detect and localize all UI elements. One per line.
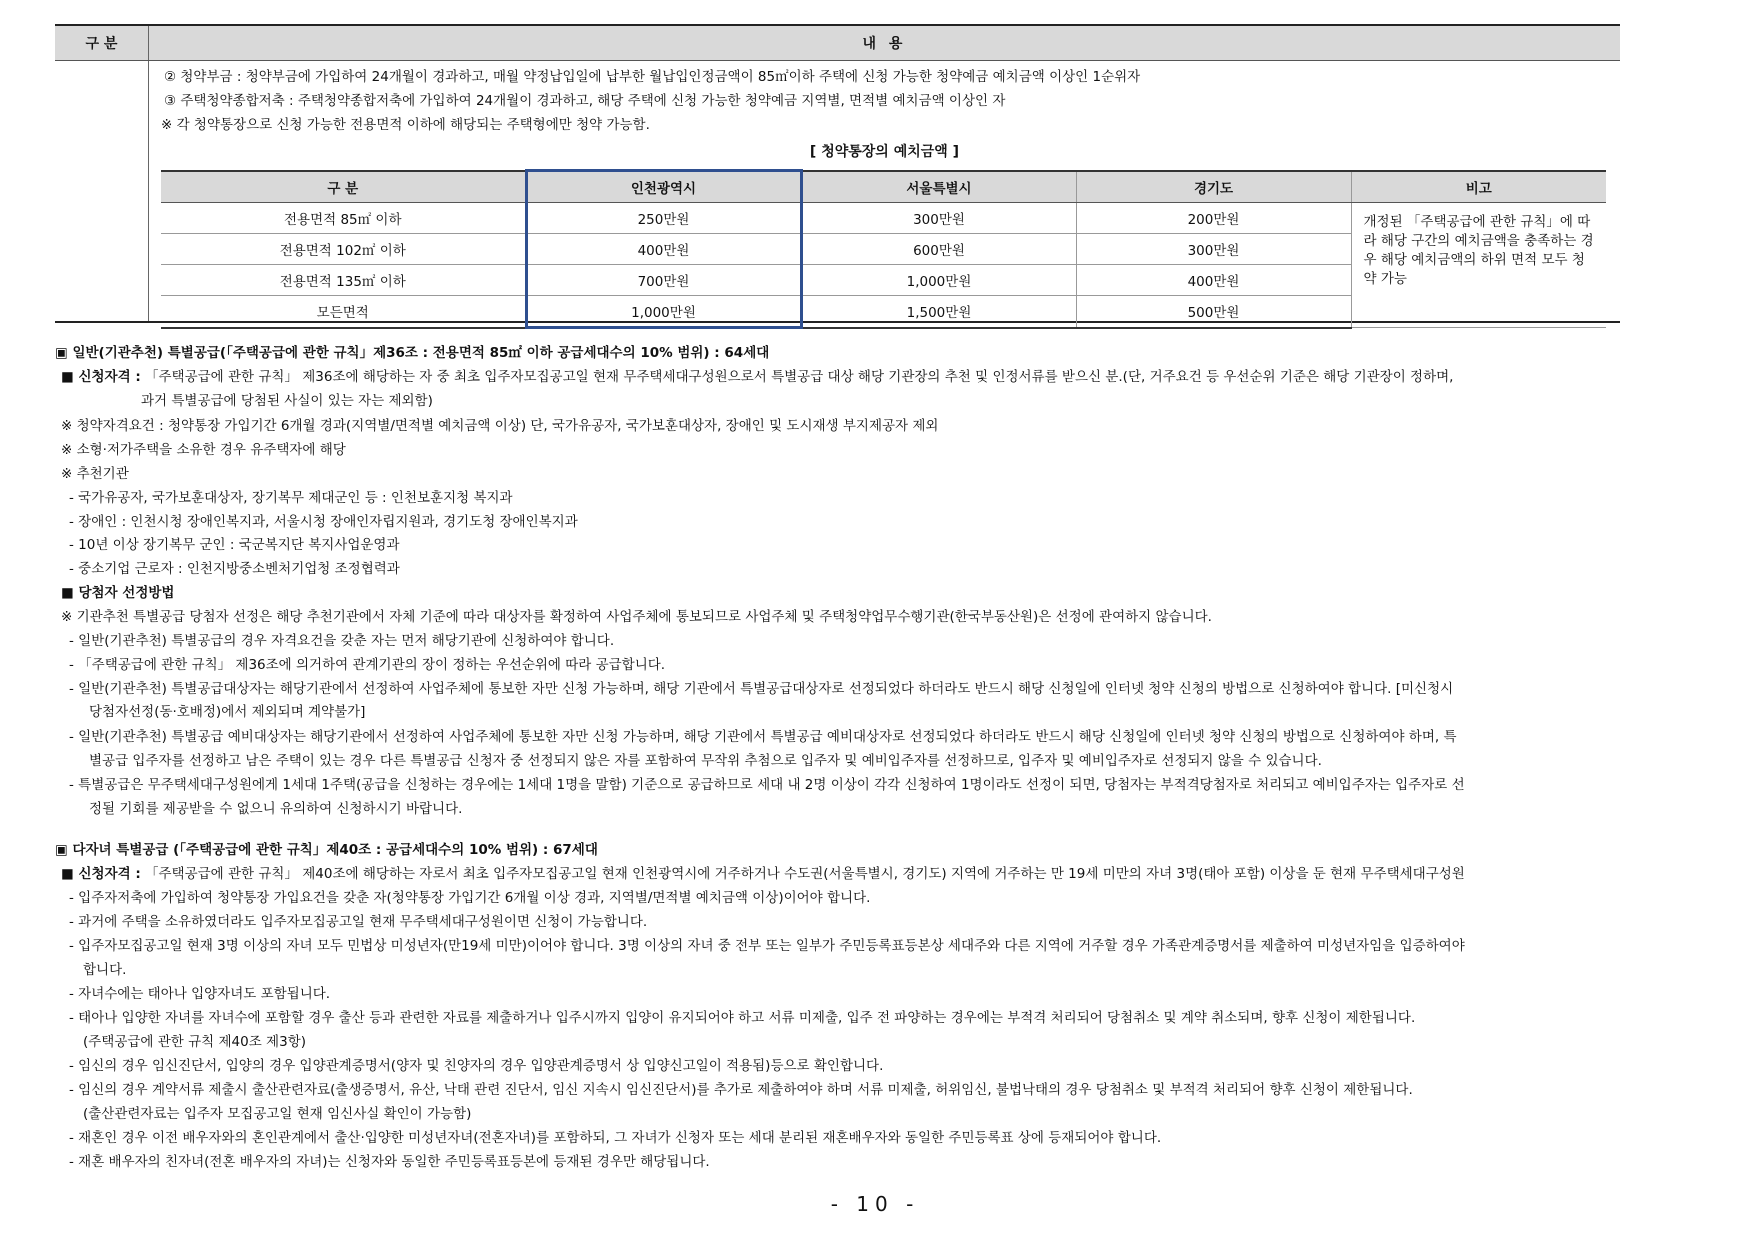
row-area: 모든면적 bbox=[161, 296, 526, 328]
requirement-line: - 임신의 경우 계약서류 제출시 출산관련자료(출생증명서, 유산, 낙태 관련 진단서, 임신 지속시 임신진단서)를 추가로 제출하여야 하며 서류 미제출, 허위임신, 불법낙태의 경우 당첨취소 및 부적격 처리되어 향후 신청이 제한됩니다. bbox=[69, 1082, 1413, 1098]
cell-incheon: 700만원 bbox=[526, 265, 801, 296]
deposit-rule-line: ② 청약부금 : 청약부금에 가입하여 24개월이 경과하고, 매월 약정납입일에 납부한 월납입인정금액이 85㎡이하 주택에 신청 가능한 청약예금 예치금액 이상인 1순위자 bbox=[164, 69, 1141, 85]
header-category: 구 분 bbox=[161, 171, 526, 203]
selection-line: 별공급 입주자를 선정하고 남은 주택이 있는 경우 다른 특별공급 신청자 중 선정되지 않은 자를 포함하여 무작위 추첨으로 입주자 및 예비입주자를 선정하므로, 입주자 및 예비입주자로 선정되지 않을 수 있습니다. bbox=[89, 753, 1322, 769]
requirement-line: - 임신의 경우 임신진단서, 입양의 경우 입양관계증명서(양자 및 친양자의 경우 입양관계증명서 상 입양신고일이 적용됨)등으로 확인합니다. bbox=[69, 1058, 884, 1074]
col-header-content: 내 용 bbox=[862, 36, 907, 52]
qualification-label: ■ 신청자격 : bbox=[61, 866, 141, 882]
category-cell bbox=[55, 61, 149, 321]
selection-line: ※ 기관추천 특별공급 당첨자 선정은 해당 추천기관에서 자체 기준에 따라 대상자를 확정하여 사업주체에 통보되므로 사업주체 및 주택청약업무수행기관(한국부동산원)은 선정에 관여하지 않습니다. bbox=[61, 609, 1212, 625]
section-title-institution: ▣ 일반(기관추천) 특별공급(「주택공급에 관한 규칙」제36조 : 전용면적 85㎡ 이하 공급세대수의 10% 범위) : 64세대 bbox=[55, 345, 770, 361]
requirement-line: (주택공급에 관한 규칙 제40조 제3항) bbox=[83, 1034, 306, 1050]
outer-table-header bbox=[55, 24, 1620, 61]
requirement-line: (출산관련자료는 입주자 모집공고일 현재 임신사실 확인이 가능함) bbox=[83, 1106, 472, 1122]
selection-label: ■ 당첨자 선정방법 bbox=[61, 585, 175, 601]
qualification-line bbox=[61, 368, 1453, 386]
row-area: 전용면적 135㎡ 이하 bbox=[161, 265, 526, 296]
requirement-line: - 과거에 주택을 소유하였더라도 입주자모집공고일 현재 무주택세대구성원이면 신청이 가능합니다. bbox=[69, 914, 648, 930]
selection-line: - 일반(기관추천) 특별공급의 경우 자격요건을 갖춘 자는 먼저 해당기관에 신청하여야 합니다. bbox=[69, 633, 615, 649]
note-line: ※ 추천기관 bbox=[61, 466, 129, 482]
selection-line: - 특별공급은 무주택세대구성원에게 1세대 1주택(공급을 신청하는 경우에는 1세대 1명을 말함) 기준으로 공급하므로 세대 내 2명 이상이 각각 신청하여 1명이라도 선정이 되면, 당첨자는 부적격당첨자로 처리되고 예비입주자는 입주자로 선 bbox=[69, 777, 1465, 793]
header-gyeonggi: 경기도 bbox=[1076, 171, 1351, 203]
header-incheon: 인천광역시 bbox=[526, 171, 801, 203]
requirement-line: 합니다. bbox=[83, 962, 127, 978]
cell-incheon: 1,000만원 bbox=[526, 296, 801, 328]
row-area: 전용면적 102㎡ 이하 bbox=[161, 234, 526, 265]
outer-table bbox=[55, 24, 1620, 323]
requirement-line: - 태아나 입양한 자녀를 자녀수에 포함할 경우 출산 등과 관련한 자료를 제출하거나 입주시까지 입양이 유지되어야 하고 서류 미제출, 입주 전 파양하는 경우에는 부적격 처리되어 당첨취소 및 계약 취소되며, 향후 신청이 제한됩니다. bbox=[69, 1010, 1416, 1026]
deposit-rule-note: ※ 각 청약통장으로 신청 가능한 전용면적 이하에 해당되는 주택형에만 청약 가능함. bbox=[161, 117, 650, 133]
selection-line: - 「주택공급에 관한 규칙」 제36조에 의거하여 관계기관의 장이 정하는 우선순위에 따라 공급합니다. bbox=[69, 657, 666, 673]
cell-seoul: 300만원 bbox=[801, 203, 1076, 234]
requirement-line: - 재혼 배우자의 친자녀(전혼 배우자의 자녀)는 신청자와 동일한 주민등록표등본에 등재된 경우만 해당됩니다. bbox=[69, 1154, 710, 1170]
qualification-text-cont: 과거 특별공급에 당첨된 사실이 있는 자는 제외함) bbox=[141, 393, 433, 409]
header-seoul: 서울특별시 bbox=[801, 171, 1076, 203]
requirement-line: - 입주자모집공고일 현재 3명 이상의 자녀 모두 민법상 미성년자(만19세 미만)이어야 합니다. 3명 이상의 자녀 중 전부 또는 일부가 주민등록표등본상 세대주와 다른 지역에 거주할 경우 가족관계증명서를 제출하여 미성년자임을 입증하여야 bbox=[69, 938, 1465, 954]
note-line: ※ 소형·저가주택을 소유한 경우 유주택자에 해당 bbox=[61, 442, 346, 458]
requirement-line: - 입주자저축에 가입하여 청약통장 가입요건을 갖춘 자(청약통장 가입기간 6개월 이상 경과, 지역별/면적별 예치금액 이상)이어야 합니다. bbox=[69, 890, 871, 906]
cell-incheon: 250만원 bbox=[526, 203, 801, 234]
requirement-line: - 재혼인 경우 이전 배우자와의 혼인관계에서 출산·입양한 미성년자녀(전혼자녀)를 포함하되, 그 자녀가 신청자 또는 세대 분리된 재혼배우자와 동일한 주민등록표 상에 등재되어야 합니다. bbox=[69, 1130, 1162, 1146]
selection-line: 당첨자선정(동·호배정)에서 제외되며 계약불가] bbox=[89, 704, 366, 720]
page-number: - 10 - bbox=[830, 1192, 920, 1216]
cell-gyeonggi: 200만원 bbox=[1076, 203, 1351, 234]
qualification-line bbox=[61, 865, 1465, 883]
selection-line: - 일반(기관추천) 특별공급대상자는 해당기관에서 선정하여 사업주체에 통보한 자만 신청 가능하며, 해당 기관에서 특별공급대상자로 선정되었다 하더라도 반드시 해당 신청일에 인터넷 청약 신청의 방법으로 신청하여야 합니다. [미신청시 bbox=[69, 681, 1454, 697]
header-note: 비고 bbox=[1351, 171, 1606, 203]
deposit-table bbox=[161, 169, 1606, 329]
content-cell bbox=[149, 61, 1620, 321]
deposit-table-title: [ 청약통장의 예치금액 ] bbox=[809, 144, 960, 160]
cell-incheon: 400만원 bbox=[526, 234, 801, 265]
cell-gyeonggi: 400만원 bbox=[1076, 265, 1351, 296]
requirement-line: - 자녀수에는 태아나 입양자녀도 포함됩니다. bbox=[69, 986, 331, 1002]
deposit-table-header-row bbox=[161, 171, 1606, 203]
section-title-multichild: ▣ 다자녀 특별공급 (「주택공급에 관한 규칙」제40조 : 공급세대수의 10% 범위) : 67세대 bbox=[55, 842, 598, 858]
agency-item: - 10년 이상 장기복무 군인 : 국군복지단 복지사업운영과 bbox=[69, 537, 400, 553]
note-cell: 개정된 「주택공급에 관한 규칙」에 따라 해당 구간의 예치금액을 충족하는 경우 해당 예치금액의 하위 면적 모두 청약 가능 bbox=[1351, 203, 1606, 328]
deposit-rule-line: ③ 주택청약종합저축 : 주택청약종합저축에 가입하여 24개월이 경과하고, 해당 주택에 신청 가능한 청약예금 지역별, 면적별 예치금액 이상인 자 bbox=[164, 93, 1006, 109]
row-area: 전용면적 85㎡ 이하 bbox=[161, 203, 526, 234]
agency-item: - 국가유공자, 국가보훈대상자, 장기복무 제대군인 등 : 인천보훈지청 복지과 bbox=[69, 490, 513, 506]
cell-seoul: 1,000만원 bbox=[801, 265, 1076, 296]
note-line: ※ 청약자격요건 : 청약통장 가입기간 6개월 경과(지역별/면적별 예치금액 이상) 단, 국가유공자, 국가보훈대상자, 장애인 및 도시재생 부지제공자 제외 bbox=[61, 418, 939, 434]
agency-item: - 장애인 : 인천시청 장애인복지과, 서울시청 장애인자립지원과, 경기도청 장애인복지과 bbox=[69, 514, 578, 530]
qualification-text: 「주택공급에 관한 규칙」 제36조에 해당하는 자 중 최초 입주자모집공고일 현재 무주택세대구성원으로서 특별공급 대상 해당 기관장의 추천 및 인정서류를 받으신 분.(단, 거주요건 등 우선순위 기준은 해당 기관장이 정하며, bbox=[145, 369, 1454, 385]
table-row bbox=[161, 203, 1606, 234]
selection-line: 정될 기회를 제공받을 수 없으니 유의하여 신청하시기 바랍니다. bbox=[89, 801, 463, 817]
col-header-category: 구 분 bbox=[55, 26, 149, 60]
qualification-label: ■ 신청자격 : bbox=[61, 369, 141, 385]
selection-line: - 일반(기관추천) 특별공급 예비대상자는 해당기관에서 선정하여 사업주체에 통보한 자만 신청 가능하며, 해당 기관에서 특별공급 예비대상자로 선정되었다 하더라도 반드시 해당 신청일에 인터넷 청약 신청의 방법으로 신청하여야 하며, 특 bbox=[69, 729, 1457, 745]
qualification-text: 「주택공급에 관한 규칙」 제40조에 해당하는 자로서 최초 입주자모집공고일 현재 인천광역시에 거주하거나 수도권(서울특별시, 경기도) 지역에 거주하는 만 19세 미만의 자녀 3명(태아 포함) 이상을 둔 현재 무주택세대구성원 bbox=[145, 866, 1465, 882]
cell-gyeonggi: 300만원 bbox=[1076, 234, 1351, 265]
cell-seoul: 1,500만원 bbox=[801, 296, 1076, 328]
cell-seoul: 600만원 bbox=[801, 234, 1076, 265]
agency-item: - 중소기업 근로자 : 인천지방중소벤처기업청 조정협력과 bbox=[69, 561, 400, 577]
cell-gyeonggi: 500만원 bbox=[1076, 296, 1351, 328]
outer-table-body bbox=[55, 61, 1620, 323]
